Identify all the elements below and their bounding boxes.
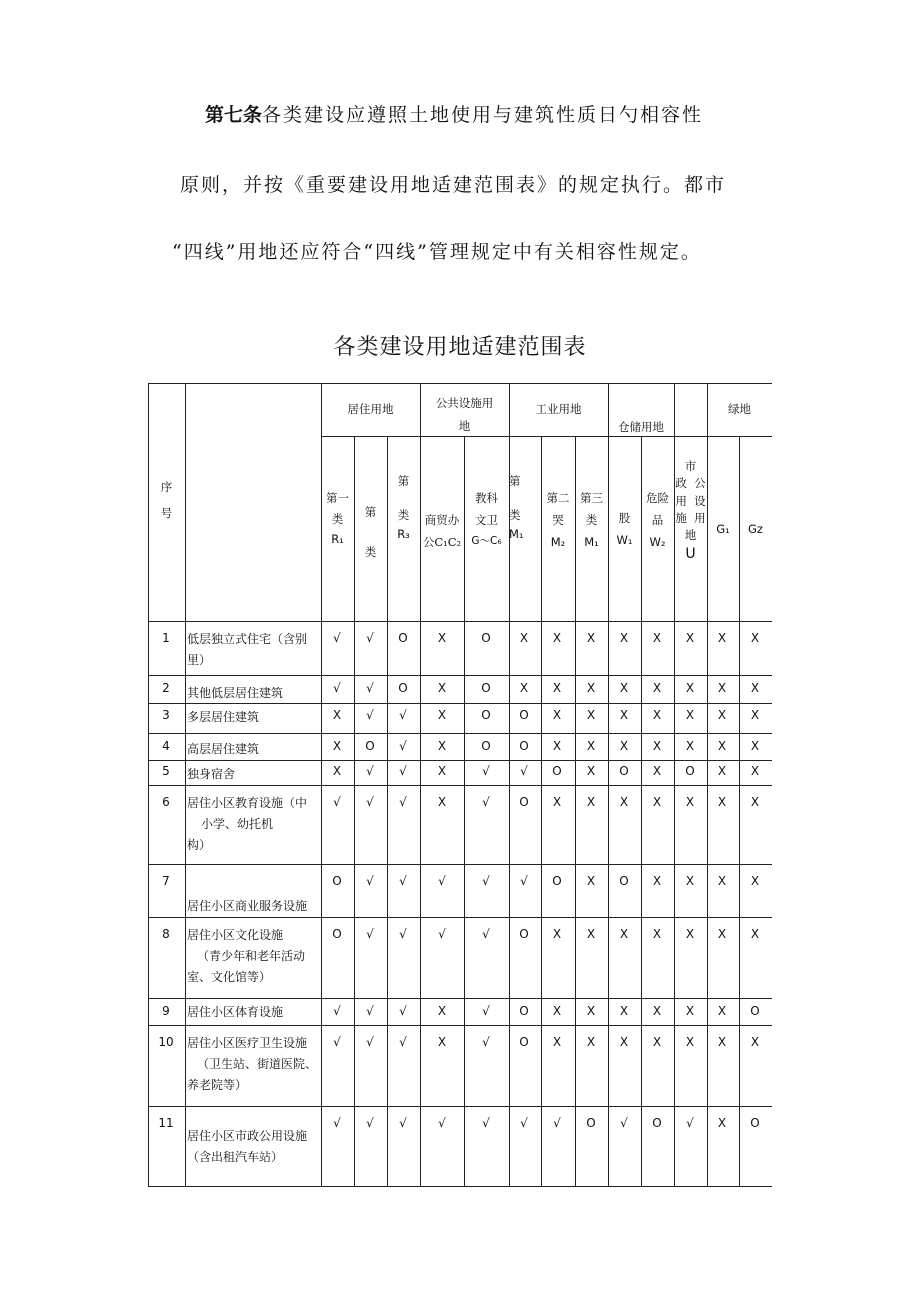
compatibility-mark: √ (366, 708, 374, 722)
compatibility-mark: X (586, 631, 596, 645)
row-building-type: 居住小区教育设施（中 小学、幼托机 构） (187, 796, 308, 852)
compatibility-mark: √ (333, 631, 341, 645)
compatibility-mark: X (437, 739, 447, 753)
compatibility-mark: X (437, 764, 447, 778)
compatibility-mark: X (652, 739, 662, 753)
compatibility-mark: X (332, 739, 342, 753)
compatibility-mark: O (619, 874, 629, 888)
sub-header-r1: 第一 类 R₁ (326, 491, 349, 547)
compatibility-mark: X (552, 1035, 562, 1049)
row-number: 7 (162, 874, 170, 888)
compatibility-mark: X (717, 764, 727, 778)
compatibility-mark: X (685, 708, 695, 722)
compatibility-mark: √ (333, 1035, 341, 1049)
compatibility-mark: X (750, 631, 760, 645)
row-building-type: 居住小区文化设施 （青少年和老年活动 室、文化馆等） (187, 928, 306, 984)
compatibility-mark: X (619, 739, 629, 753)
compatibility-mark: X (619, 1004, 629, 1018)
compatibility-mark: O (750, 1116, 760, 1130)
compatibility-mark: O (652, 1116, 662, 1130)
residential-header: 居住用地 (347, 402, 394, 416)
compatibility-mark: √ (366, 681, 374, 695)
compatibility-mark: X (437, 708, 447, 722)
row-building-type: 居住小区体育设施 (187, 1005, 284, 1019)
compatibility-mark: X (717, 795, 727, 809)
row-number: 9 (162, 1004, 170, 1018)
compatibility-mark: O (750, 1004, 760, 1018)
compatibility-mark: X (332, 764, 342, 778)
compatibility-mark: X (652, 1004, 662, 1018)
row-building-type: 居住小区市政公用设施 （含出租汽车站） (187, 1129, 308, 1164)
compatibility-mark: X (750, 681, 760, 695)
compatibility-mark: O (398, 681, 408, 695)
compatibility-mark: O (481, 631, 491, 645)
compatibility-mark: √ (482, 874, 490, 888)
row-building-type: 居住小区商业服务设施 (187, 899, 308, 913)
compatibility-mark: O (685, 764, 695, 778)
compatibility-mark: X (619, 795, 629, 809)
compatibility-mark: X (750, 764, 760, 778)
row-number: 4 (162, 739, 170, 753)
compatibility-mark: X (652, 795, 662, 809)
compatibility-mark: X (685, 681, 695, 695)
compatibility-mark: √ (366, 927, 374, 941)
row-number: 5 (162, 764, 170, 778)
compatibility-mark: O (586, 1116, 596, 1130)
compatibility-mark: X (586, 874, 596, 888)
compatibility-mark: √ (399, 874, 407, 888)
row-building-type: 多层居住建筑 (187, 710, 260, 724)
compatibility-mark: X (685, 1004, 695, 1018)
compatibility-mark: O (519, 795, 529, 809)
compatibility-mark: O (519, 927, 529, 941)
compatibility-mark: √ (399, 1116, 407, 1130)
compatibility-mark: X (652, 874, 662, 888)
table-title: 各类建设用地适建范围表 (333, 335, 587, 360)
sub-header-w2: 危险 品 W₂ (646, 491, 669, 549)
compatibility-mark: √ (333, 795, 341, 809)
sub-header-m1a: 第 类 M₁ (509, 474, 524, 542)
compatibility-mark: O (619, 764, 629, 778)
sub-header-w1: 股 W₁ (616, 511, 633, 547)
compatibility-mark: √ (482, 764, 490, 778)
compatibility-mark: X (586, 1004, 596, 1018)
compatibility-mark: O (519, 708, 529, 722)
compatibility-mark: X (717, 708, 727, 722)
compatibility-mark: O (332, 874, 342, 888)
compatibility-mark: X (552, 631, 562, 645)
compatibility-mark: O (365, 739, 375, 753)
compatibility-mark: √ (482, 1035, 490, 1049)
row-number: 6 (162, 795, 170, 809)
compatibility-mark: O (481, 681, 491, 695)
compatibility-mark: X (586, 764, 596, 778)
compatibility-mark: √ (520, 874, 528, 888)
compatibility-mark: √ (333, 681, 341, 695)
green-header: 绿地 (728, 402, 751, 416)
article-lead: 第七条 (205, 104, 263, 126)
sub-header-g1: G₁ (716, 522, 730, 536)
compatibility-mark: X (750, 927, 760, 941)
compatibility-mark: X (750, 1035, 760, 1049)
compatibility-mark: O (519, 1035, 529, 1049)
compatibility-mark: √ (438, 1116, 446, 1130)
compatibility-mark: X (685, 1035, 695, 1049)
compatibility-mark: X (685, 927, 695, 941)
compatibility-mark: √ (399, 708, 407, 722)
compatibility-mark: X (437, 1004, 447, 1018)
compatibility-mark: X (685, 631, 695, 645)
compatibility-mark: √ (333, 1116, 341, 1130)
compatibility-mark: √ (438, 927, 446, 941)
compatibility-mark: X (717, 874, 727, 888)
sub-header-commercial: 商贸办 公C₁C₂ (422, 513, 462, 549)
compatibility-mark: √ (366, 631, 374, 645)
compatibility-mark: X (437, 1035, 447, 1049)
compatibility-mark: X (552, 1004, 562, 1018)
row-number: 1 (162, 631, 170, 645)
sub-header-r3: 第 类 R₃ (397, 474, 410, 542)
sub-header-education: 教科 文卫 G～C₆ (471, 491, 502, 547)
public-facility-header: 公共设施用 地 (435, 396, 494, 433)
compatibility-mark: O (481, 739, 491, 753)
industrial-header: 工业用地 (535, 402, 582, 416)
compatibility-mark: X (437, 681, 447, 695)
article-line-3: “四线”用地还应符合“四线”管理规定中有关相容性规定。 (172, 241, 702, 263)
compatibility-mark: X (619, 681, 629, 695)
compatibility-mark: X (685, 874, 695, 888)
compatibility-mark: X (750, 739, 760, 753)
compatibility-mark: X (717, 1004, 727, 1018)
compatibility-mark: X (619, 1035, 629, 1049)
compatibility-mark: X (619, 708, 629, 722)
article-line-2: 原则，并按《重要建设用地适建范围表》的规定执行。都市 (180, 174, 727, 196)
compatibility-mark: X (552, 739, 562, 753)
sub-header-gz: Gz (748, 522, 763, 536)
row-number: 8 (162, 927, 170, 941)
compatibility-mark: X (552, 795, 562, 809)
article-text-1: 各类建设应遵照土地使用与建筑性质日勺相容性 (262, 104, 704, 126)
compatibility-mark: X (652, 1035, 662, 1049)
compatibility-mark: X (552, 927, 562, 941)
compatibility-mark: √ (482, 927, 490, 941)
compatibility-mark: O (519, 1004, 529, 1018)
compatibility-mark: O (481, 708, 491, 722)
compatibility-mark: X (652, 631, 662, 645)
compatibility-mark: X (652, 927, 662, 941)
compatibility-mark: X (717, 739, 727, 753)
compatibility-mark: √ (366, 764, 374, 778)
compatibility-mark: √ (399, 739, 407, 753)
row-number: 10 (158, 1035, 174, 1049)
compatibility-mark: X (619, 927, 629, 941)
compatibility-mark: √ (482, 795, 490, 809)
compatibility-mark: X (750, 795, 760, 809)
compatibility-mark: X (552, 681, 562, 695)
compatibility-mark: √ (482, 1004, 490, 1018)
compatibility-mark: X (586, 795, 596, 809)
municipal-header: 市 政 公 用 设 施 用 地 U (675, 459, 706, 563)
compatibility-mark: √ (366, 795, 374, 809)
compatibility-mark: X (685, 795, 695, 809)
compatibility-mark: X (717, 927, 727, 941)
compatibility-mark: X (717, 631, 727, 645)
row-number: 11 (158, 1116, 174, 1130)
compatibility-mark: O (552, 764, 562, 778)
compatibility-mark: X (437, 631, 447, 645)
compatibility-mark: √ (438, 874, 446, 888)
compatibility-mark: X (619, 631, 629, 645)
compatibility-mark: √ (520, 1116, 528, 1130)
compatibility-mark: √ (399, 764, 407, 778)
compatibility-mark: X (717, 1116, 727, 1130)
compatibility-mark: √ (366, 1035, 374, 1049)
compatibility-mark: √ (399, 927, 407, 941)
compatibility-mark: X (586, 739, 596, 753)
compatibility-mark: X (586, 927, 596, 941)
compatibility-mark: X (717, 1035, 727, 1049)
compatibility-mark: X (750, 708, 760, 722)
compatibility-mark: X (586, 1035, 596, 1049)
compatibility-mark: X (652, 681, 662, 695)
sub-header-m2: 第二 哭 M₂ (546, 491, 570, 549)
sub-header-r2: 第 类 (364, 505, 377, 560)
compatibility-mark: √ (482, 1116, 490, 1130)
compatibility-mark: O (519, 739, 529, 753)
row-building-type: 独身宿舍 (187, 767, 236, 781)
compatibility-mark: X (586, 708, 596, 722)
compatibility-mark: √ (620, 1116, 628, 1130)
row-building-type: 高层居住建筑 (187, 742, 260, 756)
compatibility-mark: X (685, 739, 695, 753)
compatibility-mark: √ (399, 795, 407, 809)
compatibility-mark: O (552, 874, 562, 888)
compatibility-mark: X (652, 708, 662, 722)
storage-header: 仓储用地 (618, 420, 664, 434)
row-building-type: 低层独立式住宅（含别 里） (187, 632, 308, 667)
compatibility-mark: √ (399, 1004, 407, 1018)
compatibility-mark: X (332, 708, 342, 722)
compatibility-mark: X (652, 764, 662, 778)
row-number: 2 (162, 681, 170, 695)
compatibility-mark: √ (686, 1116, 694, 1130)
compatibility-mark: √ (366, 1004, 374, 1018)
compatibility-mark: √ (366, 874, 374, 888)
compatibility-mark: X (750, 874, 760, 888)
compatibility-mark: √ (333, 1004, 341, 1018)
row-building-type: 居住小区医疗卫生设施 （卫生站、街道医院、 养老院等） (187, 1036, 318, 1092)
compatibility-mark: √ (553, 1116, 561, 1130)
compatibility-mark: X (437, 795, 447, 809)
sub-header-m3: 第三 类 M₁ (580, 491, 603, 549)
seq-header: 序 号 (160, 480, 173, 520)
compatibility-mark: O (398, 631, 408, 645)
compatibility-mark: O (332, 927, 342, 941)
compatibility-mark: X (519, 631, 529, 645)
compatibility-mark: X (586, 681, 596, 695)
compatibility-mark: X (519, 681, 529, 695)
compatibility-mark: √ (366, 1116, 374, 1130)
compatibility-mark: X (552, 708, 562, 722)
compatibility-mark: √ (399, 1035, 407, 1049)
row-building-type: 其他低层居住建筑 (187, 686, 284, 700)
compatibility-mark: X (717, 681, 727, 695)
row-number: 3 (162, 708, 170, 722)
compatibility-mark: √ (520, 764, 528, 778)
